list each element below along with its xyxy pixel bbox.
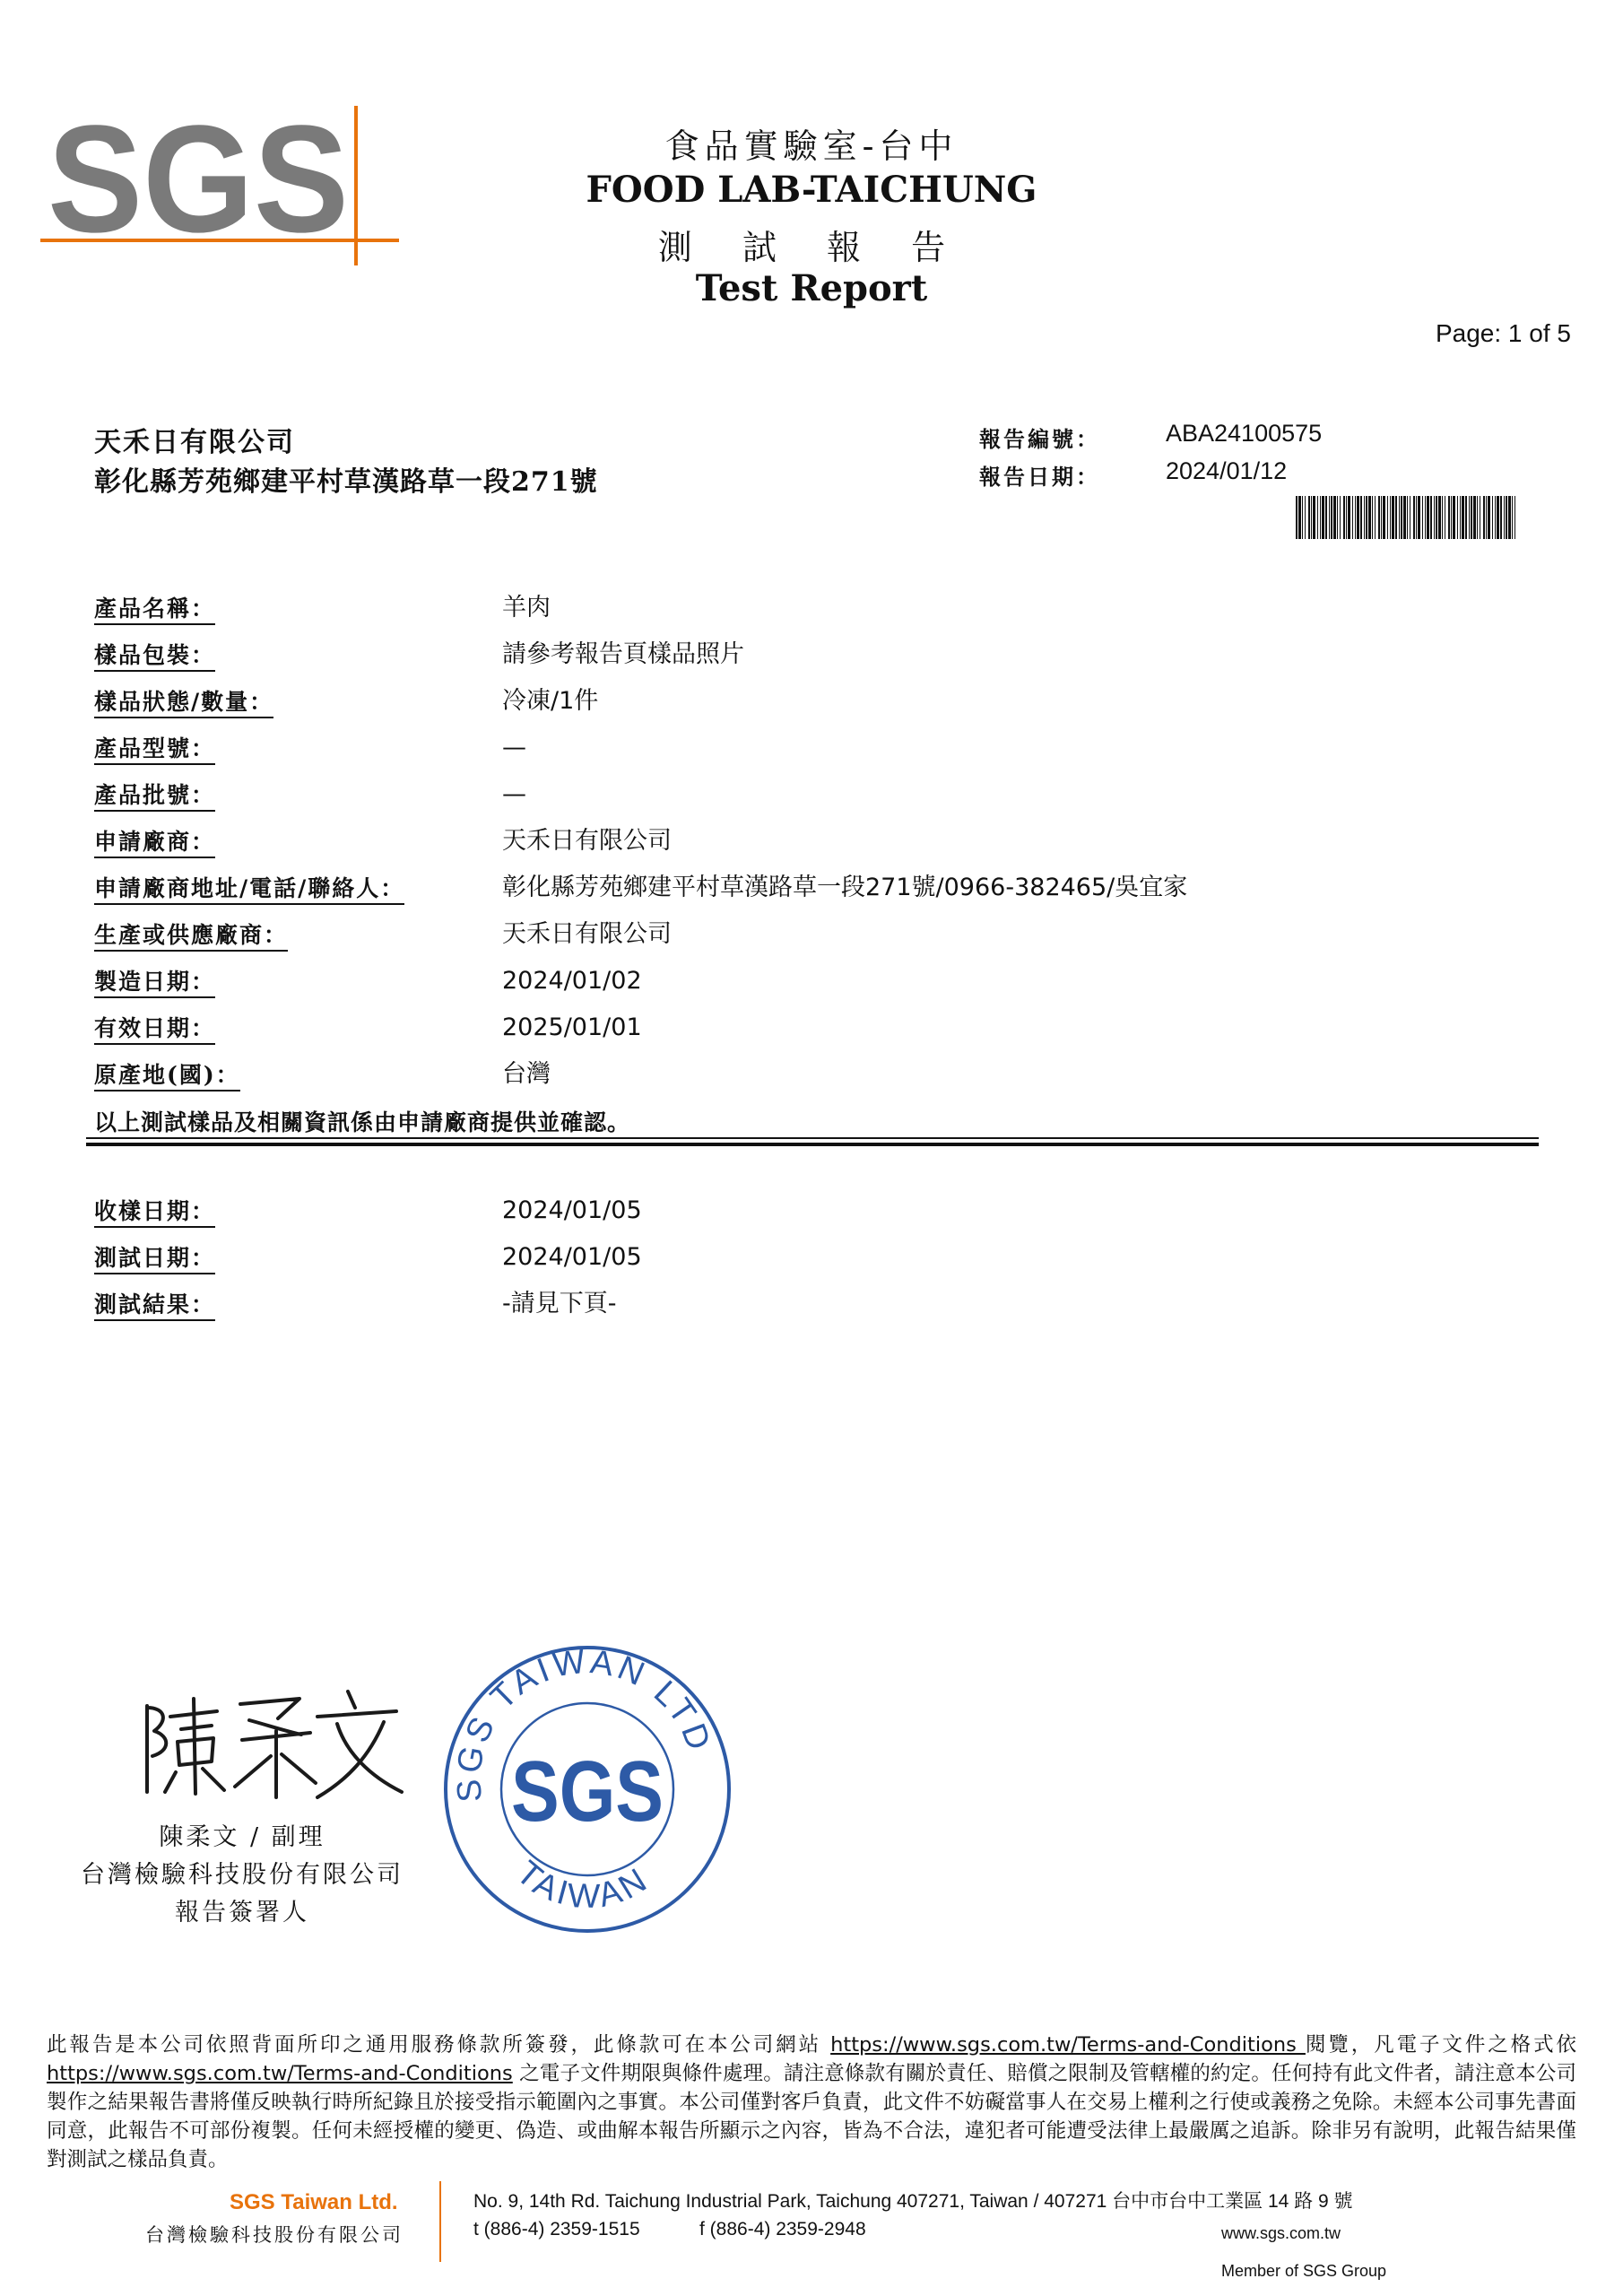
barcode-bar [1298, 496, 1301, 539]
barcode-bar [1407, 496, 1408, 539]
lab-name-cn: 食品實驗室-台中 [664, 126, 959, 166]
barcode-bar [1500, 496, 1502, 539]
signatory-role: 報告簽署人 [175, 1899, 309, 1926]
barcode-bar [1337, 496, 1338, 539]
barcode-bar [1477, 496, 1478, 539]
confirmation-note: 以上測試樣品及相關資訊係由申請廠商提供並確認。 [94, 1109, 631, 1135]
page-number: Page: 1 of 5 [1435, 319, 1571, 347]
barcode-bar [1512, 496, 1513, 539]
barcode-bar [1506, 496, 1507, 539]
barcode-bar [1390, 496, 1391, 539]
barcode-bar [1438, 496, 1441, 539]
barcode-bar [1308, 496, 1310, 539]
field-value: 台灣 [502, 1060, 551, 1088]
barcode-bar [1346, 496, 1347, 539]
barcode-bar [1413, 496, 1415, 539]
footer-company-cn: 台灣檢驗科技股份有限公司 [145, 2224, 404, 2246]
sgs-logo-text: SGS [48, 99, 349, 265]
barcode-bar [1355, 496, 1356, 539]
disclaimer-text: 閱覽，凡電子文件之格式依 [1305, 2033, 1576, 2057]
footer-divider [439, 2181, 441, 2262]
legal-disclaimer [47, 2031, 1576, 2174]
barcode-bar [1427, 496, 1429, 539]
test-field-label: 測試結果： [94, 1292, 215, 1321]
report-title-en: Test Report [695, 267, 928, 309]
barcode-bar [1492, 496, 1493, 539]
barcode-bar [1381, 496, 1382, 539]
signatory-company: 台灣檢驗科技股份有限公司 [81, 1861, 404, 1889]
barcode-bar [1422, 496, 1423, 539]
divider-thick [86, 1143, 1539, 1146]
report-number-value: ABA24100575 [1166, 420, 1323, 447]
footer-address: No. 9, 14th Rd. Taichung Industrial Park, Taichung 407271, Taiwan / 407271 台中市台中工業區 14 路 9 號 [473, 2191, 1353, 2212]
barcode-bar [1378, 496, 1380, 539]
barcode-bar [1462, 496, 1464, 539]
disclaimer-text: 此報告是本公司依照背面所印之通用服務條款所簽發，此條款可在本公司網站 [47, 2033, 831, 2057]
barcode-bar [1457, 496, 1458, 539]
barcode-bar [1471, 496, 1472, 539]
barcode-bar [1329, 496, 1330, 539]
barcode-bar [1451, 496, 1452, 539]
test-field-label: 測試日期： [94, 1245, 215, 1274]
barcode-bar [1453, 496, 1455, 539]
lab-name-en: FOOD LAB-TAICHUNG [586, 169, 1037, 211]
field-value: 天禾日有限公司 [502, 920, 672, 948]
divider-thin [86, 1137, 1539, 1139]
field-value: 彰化縣芳苑鄉建平村草漢路草一段271號/0966-382465/吳宜家 [502, 874, 1188, 901]
field-label: 產品名稱： [94, 596, 215, 625]
disclaimer-text: 之電子文件期限與條件處理。請注意條款有關於責任、賠償之限制及管轄權的約定。任何持有此文件者，請注意本公司製作之結果報告書將僅反映執行時所紀錄且於接受指示範圍內之事實。本公司僅對客戶負責，此文件不妨礙當事人在交易上權利之行使或義務之免除。未經本公司事先書面同意，此報告不可部份複製。任何未經授權的變更、偽造、或曲解本報告所顯示之內容，皆為不合法，違犯者可能遭受法律上最嚴厲之追訴。除非另有說明，此報告結果僅對測試之樣品負責。 [47, 2062, 1576, 2171]
field-value: 請參考報告頁樣品照片 [502, 640, 744, 668]
barcode-bar [1416, 496, 1417, 539]
field-value: 天禾日有限公司 [502, 827, 672, 855]
barcode-bar [1434, 496, 1435, 539]
test-field-value: 2024/01/05 [502, 1196, 642, 1224]
stamp-bottom-text: TAIWAN [508, 1854, 656, 1917]
barcode-bar [1488, 496, 1490, 539]
barcode-bar [1331, 496, 1332, 539]
field-value: 2025/01/01 [502, 1013, 642, 1041]
barcode-bar [1387, 496, 1388, 539]
stamp-center-text: SGS [511, 1744, 664, 1839]
field-value: 冷凍/1件 [502, 687, 599, 715]
handwritten-signature [135, 1686, 404, 1803]
barcode-bar [1418, 496, 1420, 539]
barcode-bar [1366, 496, 1367, 539]
barcode-bar [1392, 496, 1394, 539]
barcode-bar [1320, 496, 1321, 539]
report-date-label: 報告日期： [979, 464, 1100, 490]
barcode-bar [1403, 496, 1406, 539]
barcode-bar [1317, 496, 1318, 539]
field-label: 產品型號： [94, 735, 215, 765]
barcode-bar [1357, 496, 1359, 539]
barcode-bar [1383, 496, 1385, 539]
barcode-bar [1401, 496, 1402, 539]
footer-telephone: t (886-4) 2359-1515 [473, 2219, 640, 2239]
barcode-bar [1368, 496, 1371, 539]
barcode-bar [1325, 496, 1327, 539]
barcode-bar [1486, 496, 1487, 539]
terms-link[interactable]: https://www.sgs.com.tw/Terms-and-Conditions [830, 2033, 1306, 2057]
field-label: 申請廠商： [94, 829, 215, 858]
barcode-bar [1302, 496, 1303, 539]
field-label: 原產地(國)： [94, 1062, 240, 1091]
barcode-bar [1313, 496, 1315, 539]
barcode-bar [1436, 496, 1437, 539]
footer-website: www.sgs.com.tw [1221, 2224, 1341, 2242]
barcode-bar [1360, 496, 1362, 539]
barcode-bar [1296, 496, 1298, 539]
test-field-value: 2024/01/05 [502, 1243, 642, 1271]
field-label: 樣品包裝： [94, 642, 215, 672]
field-label: 生產或供應廠商： [94, 922, 288, 952]
barcode-bar [1497, 496, 1499, 539]
barcode-bar [1473, 496, 1476, 539]
barcode-bar [1352, 496, 1353, 539]
report-number-label: 報告編號： [979, 426, 1100, 452]
test-field-label: 收樣日期： [94, 1198, 215, 1228]
barcode-bar [1348, 496, 1350, 539]
barcode-bar [1442, 496, 1443, 539]
field-value: 羊肉 [502, 594, 551, 622]
barcode-bar [1340, 496, 1341, 539]
barcode-bar [1483, 496, 1485, 539]
barcode-bar [1399, 496, 1400, 539]
barcode-bar [1448, 496, 1450, 539]
barcode-bar [1311, 496, 1312, 539]
field-value: 2024/01/02 [502, 967, 642, 995]
field-label: 樣品狀態/數量： [94, 689, 273, 718]
barcode-bar [1465, 496, 1467, 539]
barcode-bar [1395, 496, 1397, 539]
barcode-bar [1460, 496, 1461, 539]
barcode-bar [1364, 496, 1365, 539]
company-seal-stamp [439, 1641, 735, 1937]
signatory-name-title: 陳柔文 / 副理 [159, 1823, 325, 1851]
barcode-bar [1305, 496, 1306, 539]
client-name: 天禾日有限公司 [94, 427, 295, 458]
field-label: 申請廠商地址/電話/聯絡人： [94, 875, 404, 905]
footer-company-en: SGS Taiwan Ltd. [230, 2190, 398, 2214]
field-value: — [502, 734, 526, 761]
barcode-image [1296, 496, 1520, 539]
client-address: 彰化縣芳苑鄉建平村草漢路草一段271號 [94, 466, 598, 498]
test-field-value: -請見下頁- [502, 1290, 617, 1318]
report-date-value: 2024/01/12 [1166, 457, 1288, 484]
report-title-cn: 測 試 報 告 [657, 228, 966, 267]
terms-link[interactable]: https://www.sgs.com.tw/Terms-and-Conditions [47, 2062, 513, 2085]
barcode-bar [1508, 496, 1511, 539]
barcode-bar [1425, 496, 1426, 539]
barcode-bar [1333, 496, 1336, 539]
barcode-bar [1343, 496, 1345, 539]
barcode-bar [1430, 496, 1432, 539]
field-value: — [502, 780, 526, 808]
field-label: 產品批號： [94, 782, 215, 812]
field-label: 製造日期： [94, 969, 215, 998]
barcode-bar [1375, 496, 1376, 539]
barcode-bar [1372, 496, 1373, 539]
footer-fax: f (886-4) 2359-2948 [699, 2219, 866, 2239]
barcode-bar [1469, 496, 1470, 539]
footer-member-note: Member of SGS Group [1221, 2262, 1387, 2280]
barcode-bar [1504, 496, 1505, 539]
stamp-top-text: SGS TAIWAN LTD [449, 1642, 719, 1804]
field-label: 有效日期： [94, 1015, 215, 1045]
barcode-bar [1322, 496, 1324, 539]
barcode-bar [1495, 496, 1496, 539]
svg-text:TAIWAN [509, 1854, 656, 1916]
